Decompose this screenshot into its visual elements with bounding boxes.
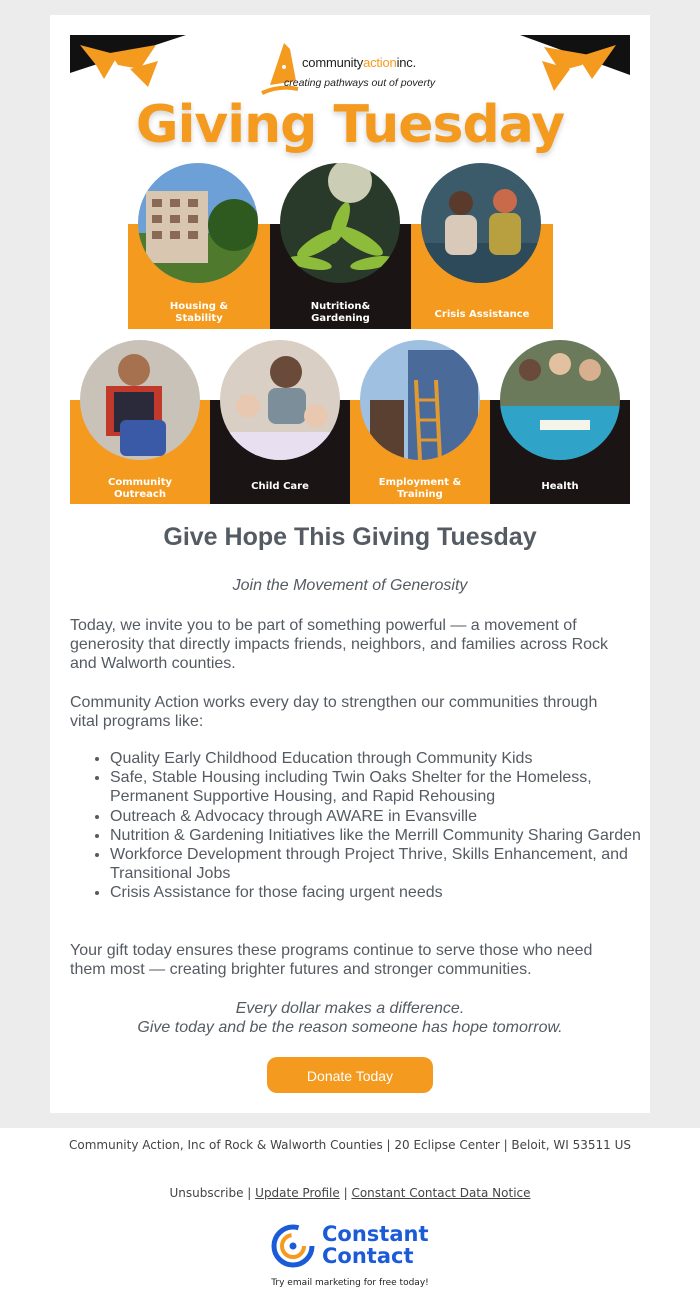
- group-at-table-photo: [500, 340, 620, 460]
- update-profile-link[interactable]: Update Profile: [255, 1186, 340, 1200]
- program-tile-child-care: [210, 340, 350, 504]
- programs-intro-paragraph: Community Action works every day to strengthen our communities through vital programs like:: [70, 694, 598, 731]
- page-title: Give Hope This Giving Tuesday: [163, 523, 537, 551]
- list-item: • Crisis Assistance for those facing urgent needs: [110, 883, 650, 902]
- closing-message: [50, 999, 650, 1037]
- closing-line: Give today and be the reason someone has hope tomorrow.: [137, 1019, 563, 1037]
- program-tile-housing: [128, 163, 270, 329]
- program-tile-health: [490, 340, 630, 504]
- separator: |: [343, 1186, 348, 1200]
- program-tile-nutrition: [270, 163, 411, 329]
- program-label: Child Care: [251, 481, 309, 492]
- program-label: Community Outreach: [107, 477, 172, 500]
- constant-contact-wordmark: Constant Contact: [322, 1222, 429, 1268]
- closing-line: Every dollar makes a difference.: [235, 1000, 465, 1017]
- origami-bird-right-icon: [520, 35, 630, 93]
- constant-contact-tagline[interactable]: Try email marketing for free today!: [271, 1278, 429, 1288]
- program-label: Crisis Assistance: [434, 309, 530, 320]
- logo-tagline: creating pathways out of poverty: [284, 77, 436, 89]
- intro-paragraph: Today, we invite you to be part of something powerful — a movement of generosity that directly impacts friends, neighbors, and families across Rock and Walworth counties.: [70, 617, 609, 673]
- list-item: • Quality Early Childhood Education through Community Kids: [110, 749, 650, 768]
- footer-links: [0, 1186, 700, 1200]
- plant-leaves-photo: [280, 163, 400, 283]
- gift-paragraph: Your gift today ensures these programs continue to serve those who need them most — creating brighter futures and stronger communities.: [70, 942, 593, 979]
- program-tile-community-outreach: [70, 340, 210, 504]
- figure-logo-icon: [260, 41, 300, 99]
- donate-button[interactable]: Donate Today: [267, 1057, 433, 1093]
- list-item: • Nutrition & Gardening Initiatives like the Merrill Community Sharing Garden: [110, 826, 650, 845]
- ladder-construction-photo: [360, 340, 480, 460]
- data-notice-link[interactable]: Constant Contact Data Notice: [351, 1186, 531, 1200]
- program-label: Employment & Training: [378, 477, 462, 500]
- program-label: Nutrition& Gardening: [310, 301, 371, 324]
- program-tile-crisis: [411, 163, 553, 329]
- email-card: [50, 15, 650, 1113]
- footer-address: Community Action, Inc of Rock & Walworth Counties | 20 Eclipse Center | Beloit, WI 53511 US: [69, 1138, 631, 1152]
- footer: [0, 1128, 700, 1302]
- apartment-building-photo: [138, 163, 258, 283]
- program-label: Health: [541, 481, 579, 492]
- programs-list: [90, 749, 650, 903]
- list-item: • Safe, Stable Housing including Twin Oaks Shelter for the Homeless, Permanent Supportive Housing, and Rapid Rehousing: [110, 768, 650, 806]
- subtitle: Join the Movement of Generosity: [232, 577, 468, 594]
- giving-tuesday-headline: Giving Tuesday: [135, 95, 565, 155]
- program-label: Housing & Stability: [169, 301, 229, 324]
- program-tile-employment: [350, 340, 490, 504]
- list-item: • Workforce Development through Project Thrive, Skills Enhancement, and Transitional Jobs: [110, 845, 650, 883]
- community-action-logo: [260, 41, 450, 99]
- giving-tuesday-banner: [70, 35, 630, 504]
- origami-bird-left-icon: [70, 35, 190, 90]
- constant-contact-icon: [270, 1223, 316, 1269]
- child-with-backpack-photo: [80, 340, 200, 460]
- two-women-talking-photo: [421, 163, 541, 283]
- unsubscribe-link[interactable]: Unsubscribe: [169, 1186, 244, 1200]
- constant-contact-logo[interactable]: [270, 1223, 440, 1269]
- separator: |: [247, 1186, 252, 1200]
- teacher-with-toddlers-photo: [220, 340, 340, 460]
- logo-wordmark: communityactioninc.: [302, 55, 416, 70]
- list-item: • Outreach & Advocacy through AWARE in Evansville: [110, 807, 650, 826]
